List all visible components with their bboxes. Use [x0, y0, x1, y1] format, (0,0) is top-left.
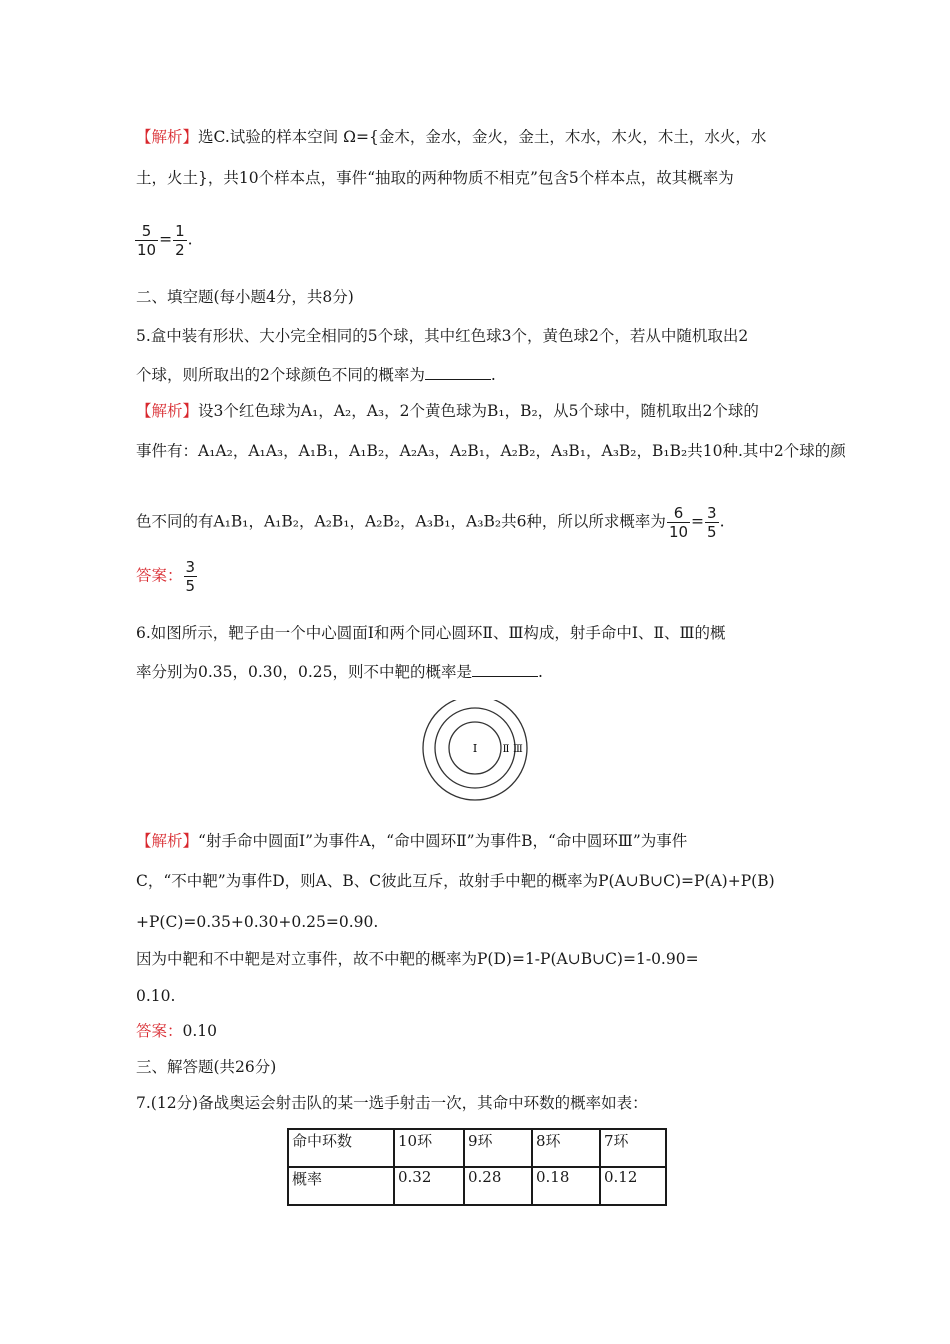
table-cell: 8环: [532, 1129, 600, 1167]
table-cell: 概率: [288, 1167, 394, 1205]
q4-solution-text-1: 选C.试验的样本空间 Ω={金木，金水，金火，金土，木水，木火，木土，水火，水: [198, 128, 767, 146]
target-diagram: [420, 700, 530, 810]
q4-solution-line-1: [136, 126, 766, 148]
solution-tag: 【解析】: [136, 402, 199, 420]
solution-tag: 【解析】: [136, 832, 199, 850]
q5-line-2: 个球，则所取出的2个球颜色不同的概率为 .: [136, 366, 496, 384]
q6-solution-line-1: 【解析】“射手命中圆面Ⅰ”为事件A，“命中圆环Ⅱ”为事件B，“命中圆环Ⅲ”为事件: [136, 832, 688, 850]
answer-value: 0.10: [182, 1022, 218, 1040]
q6-solution-line-2: C，“不中靶”为事件D，则A、B、C彼此互斥，故射手中靶的概率为P(A∪B∪C)=P(A)+P(B): [136, 872, 775, 890]
q6-answer: [136, 1020, 217, 1042]
table-cell: 7环: [600, 1129, 666, 1167]
answer-fraction: $\frac{3}{5}$: [185, 558, 196, 595]
table-cell: 0.32: [394, 1167, 464, 1205]
answer-label: 答案：: [136, 566, 183, 585]
q5-solution-line-2: 事件有：A₁A₂，A₁A₃，A₁B₁，A₁B₂，A₂A₃，A₂B₁，A₂B₂，A₃B₁，A₃B₂，B₁B₂共10种.其中2个球的颜: [136, 442, 846, 460]
section-3-heading: 三、解答题(共26分): [136, 1058, 277, 1076]
q5-solution-line-3: 色不同的有A₁B₁，A₁B₂，A₂B₁，A₂B₂，A₃B₁，A₃B₂共6种，所以所求概率为 $\frac{6}{10}$ = $\frac{3}{5}$ .: [136, 504, 725, 541]
label-ring-2: Ⅱ: [502, 744, 510, 755]
q7-line-1: 7.(12分)备战奥运会射击队的某一选手射击一次，其命中环数的概率如表：: [136, 1094, 648, 1112]
table-cell: 0.12: [600, 1167, 666, 1205]
q5-answer: [136, 558, 198, 595]
table-cell: 9环: [464, 1129, 532, 1167]
table-cell: 命中环数: [288, 1129, 394, 1167]
fraction-one-half: $\frac{1}{2}$: [175, 222, 185, 259]
q4-solution-result: $\frac{5}{10}$ = $\frac{1}{2}$ .: [137, 222, 193, 259]
table-cell: 0.18: [532, 1167, 600, 1205]
answer-blank: [472, 662, 538, 677]
fraction-six-tenths: $\frac{6}{10}$: [668, 504, 689, 541]
q6-line-1: 6.如图所示，靶子由一个中心圆面Ⅰ和两个同心圆环Ⅱ、Ⅲ构成，射手命中Ⅰ、Ⅱ、Ⅲ的概: [136, 624, 726, 642]
table-row: [288, 1167, 666, 1205]
table-cell: 10环: [394, 1129, 464, 1167]
q5-solution-line-1: 【解析】设3个红色球为A₁，A₂，A₃，2个黄色球为B₁，B₂，从5个球中，随机取出2个球的: [136, 402, 759, 420]
answer-blank: [425, 365, 491, 380]
answer-label: 答案：: [136, 1022, 183, 1040]
table-cell: 0.28: [464, 1167, 532, 1205]
table-header-row: [288, 1129, 666, 1167]
q6-line-2: 率分别为0.35，0.30，0.25，则不中靶的概率是 .: [136, 663, 543, 681]
fraction-five-tenths: $\frac{5}{10}$: [137, 222, 157, 259]
label-ring-1: Ⅰ: [472, 742, 478, 755]
q4-solution-line-2: 土，火土}，共10个样本点，事件“抽取的两种物质不相克”包含5个样本点，故其概率为: [136, 169, 734, 187]
q6-solution-line-4: 因为中靶和不中靶是对立事件，故不中靶的概率为P(D)=1-P(A∪B∪C)=1-0.90=: [136, 950, 699, 968]
q5-line-1: 5.盒中装有形状、大小完全相同的5个球，其中红色球3个，黄色球2个，若从中随机取出2: [136, 327, 749, 345]
probability-table: [287, 1128, 667, 1206]
label-ring-3: Ⅲ: [513, 744, 523, 755]
solution-tag: 【解析】: [136, 128, 199, 146]
q6-solution-line-5: 0.10.: [136, 987, 176, 1005]
q6-solution-line-3: +P(C)=0.35+0.30+0.25=0.90.: [136, 913, 379, 931]
section-2-heading: 二、填空题(每小题4分，共8分): [136, 288, 354, 306]
fraction-three-fifths: $\frac{3}{5}$: [707, 504, 717, 541]
